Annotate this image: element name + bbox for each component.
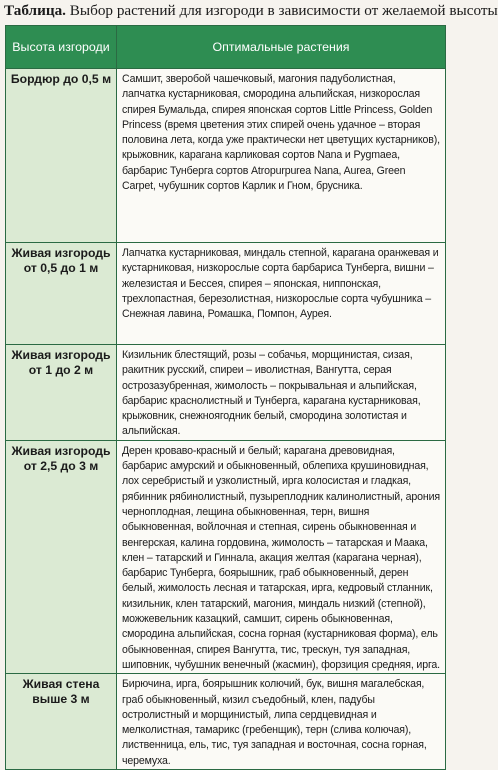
row-height-label: Живая стена выше 3 м [6, 674, 117, 770]
table-caption [4, 1, 498, 21]
row-plants: Кизильник блестящий, розы – собачья, морщинистая, сизая, ракитник русский, спиреи – иволистная, Вангутта, серая острозазубренная, жимолость – покрывальная и альпийская, барбарис краснолистный и Тунберга, карагана кустарниковая, крыжовник, снежноягодник белый, смородина золотистая и альпийская. [117, 345, 446, 441]
table-row [6, 69, 446, 243]
row-plants: Лапчатка кустарниковая, миндаль степной, карагана оранжевая и кустарниковая, низкорослые сорта барбариса Тунберга, вишни – железистая и Бессея, спирея – японская, ниппонская, трехлопастная, березолистная, низкорослые сорта чубушника – Снежная лавина, Ромашка, Помпон, Аурея. [117, 243, 446, 345]
row-height-label: Бордюр до 0,5 м [6, 69, 117, 243]
table-row [6, 674, 446, 770]
row-height-label: Живая изгородь от 0,5 до 1 м [6, 243, 117, 345]
header-height: Высота изгороди [6, 26, 117, 69]
row-height-label: Живая изгородь от 2,5 до 3 м [6, 440, 117, 673]
table-header-row [6, 26, 446, 69]
table-row [6, 440, 446, 673]
table-row [6, 345, 446, 441]
row-height-label: Живая изгородь от 1 до 2 м [6, 345, 117, 441]
row-plants: Бирючина, ирга, боярышник колючий, бук, вишня магалебская, граб обыкновенный, кизил съедобный, клен, падубы остролистный и морщинистый, липа сердцевидная и мелколистная, тамарикс (гребенщик), терн (слива колючая), лиственница, ель, тис, туя западная и восточная, сосна горная, черемуха. [117, 674, 446, 770]
table-row [6, 243, 446, 345]
header-plants: Оптимальные растения [117, 26, 446, 69]
caption-text: Выбор растений для изгороди в зависимости от желаемой высоты [65, 2, 498, 19]
hedge-plants-table [5, 25, 446, 770]
caption-label: Таблица. [4, 2, 66, 19]
row-plants: Самшит, зверобой чашечковый, магония падуболистная, лапчатка кустарниковая, смородина альпийская, низкорослая спирея Бумальда, спирея японская сортов Little Princess, Golden Princess (время цветения этих спирей очень удачное – вторая половина лета, когда уже практически нет цветущих кустарников), крыжовник, карагана карликовая сортов Nana и Pygmaea, барбарис Тунберга сортов Atropurpurea Nana, Aurea, Green Carpet, чубушник сортов Карлик и Гном, брусника. [117, 69, 446, 243]
row-plants: Дерен кроваво-красный и белый; карагана древовидная, барбарис амурский и обыкновенный, облепиха крушиновидная, лох серебристый и узколистный, ирга колосистая и гладкая, рябинник рябинолистный, пузыреплодник калинолистный, арония черноплодная, лещина обыкновенная, терн, вишня обыкновенная, войлочная и степная, сирень обыкновенная и венгерская, калина гордовина, жимолость – татарская и Маака, клен – татарский и Гиннала, акация желтая (карагана черная), барбарис Тунберга, боярышник, граб обыкновенный, дерен белый, жимолость лесная и татарская, ирга, кедровый стланник, кизильник, клен татарский, магония, миндаль низкий (степной), можжевельник казацкий, самшит, сирень обыкновенная, смородина альпийская, сосна горная (кустарниковая форма), ель обыкновенная, спирея Вангутта, тис, трескун, туя западная, шиповник, чубушник венечный (жасмин), форзиция средняя, ирга. [117, 440, 446, 673]
